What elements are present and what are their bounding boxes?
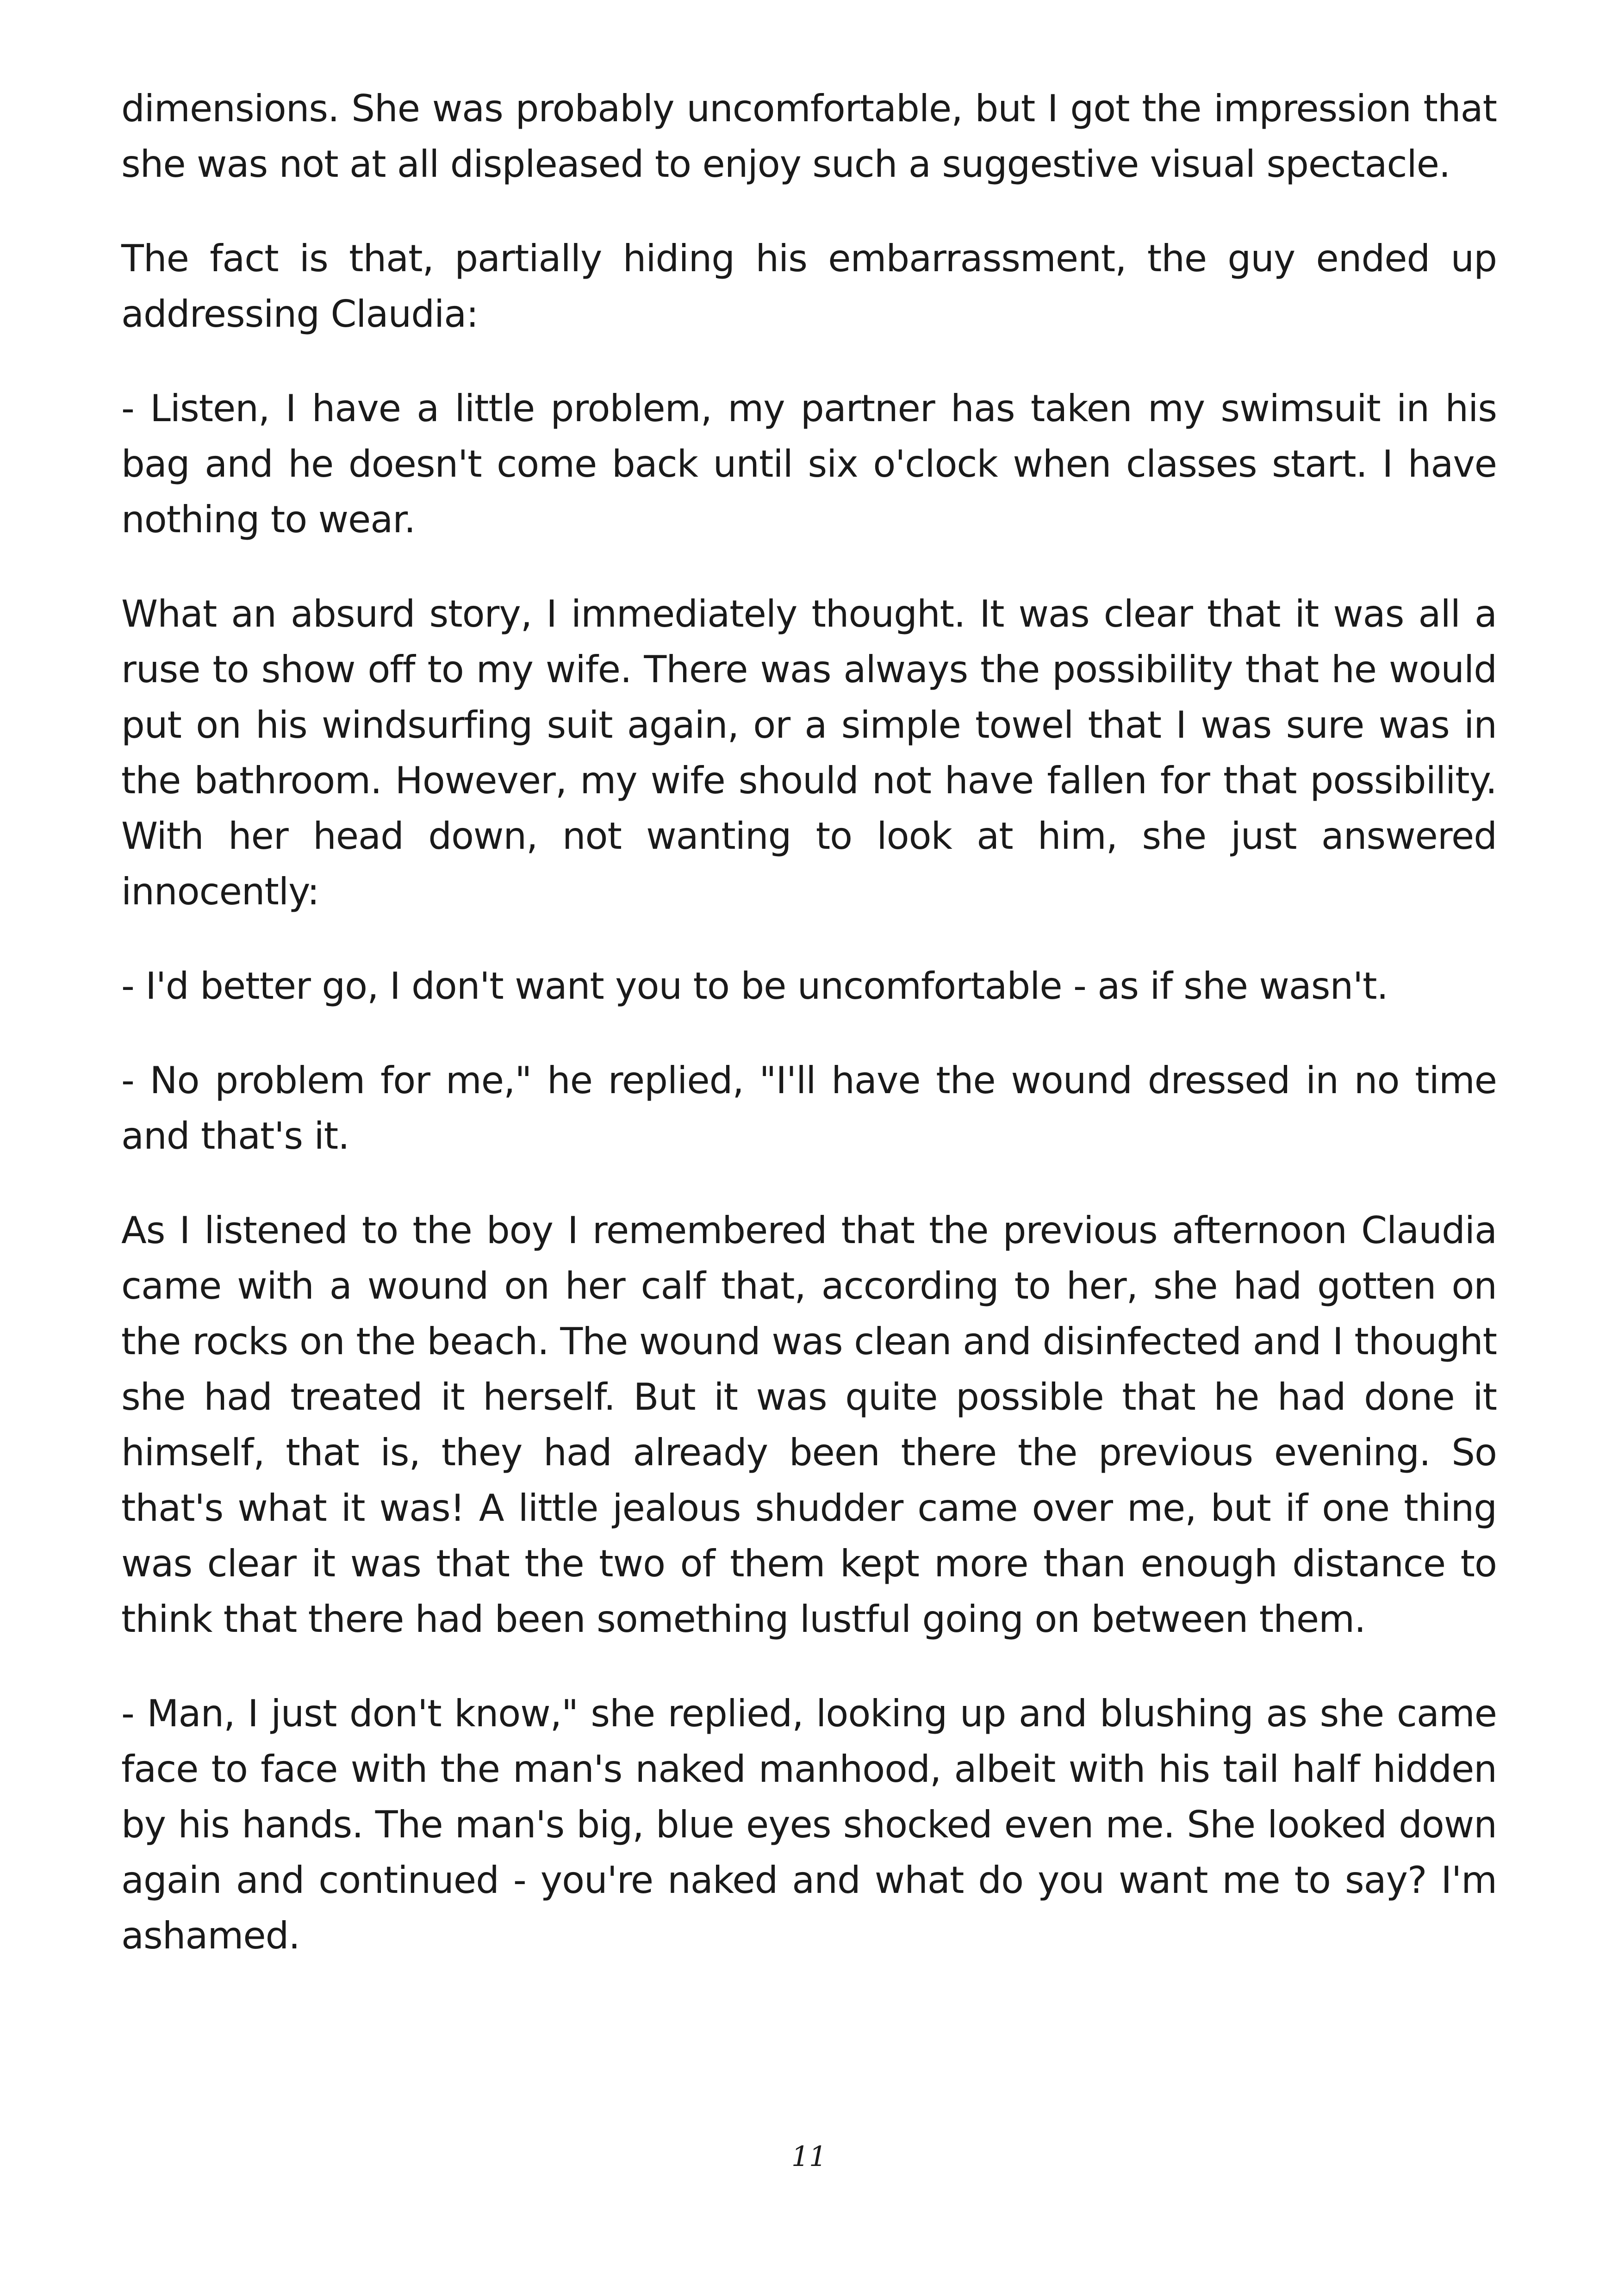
paragraph-3: - Listen, I have a little problem, my partner has taken my swimsuit in his bag and he doesn't come back until six o'clock when classes start. I have nothing to wear.	[121, 387, 1497, 541]
paragraph-5: - I'd better go, I don't want you to be uncomfortable - as if she wasn't.	[121, 964, 1388, 1008]
page-number: 11	[791, 2140, 827, 2173]
paragraph-7: As I listened to the boy I remembered that the previous afternoon Claudia came with a wound on her calf that, according to her, she had gotten on the rocks on the beach. The wound was clean and disinfected and I thought she had treated it herself. But it was quite possible that he had done it himself, that is, they had already been there the previous evening. So that's what it was! A little jealous shudder came over me, but if one thing was clear it was that the two of them kept more than enough distance to think that there had been something lustful going on between them.	[121, 1209, 1497, 1641]
paragraph-1: dimensions. She was probably uncomfortable, but I got the impression that she was not at all displeased to enjoy such a suggestive visual spectacle.	[121, 87, 1497, 186]
paragraph-6: - No problem for me," he replied, "I'll have the wound dressed in no time and that's it.	[121, 1059, 1497, 1157]
paragraph-4: What an absurd story, I immediately thought. It was clear that it was all a ruse to show off to my wife. There was always the possibility that he would put on his windsurfing suit again, or a simple towel that I was sure was in the bathroom. However, my wife should not have fallen for that possibility. With her head down, not wanting to look at him, she just answered innocently:	[121, 592, 1497, 913]
paragraph-2: The fact is that, partially hiding his embarrassment, the guy ended up addressing Claudia:	[121, 237, 1497, 336]
paragraph-8: - Man, I just don't know," she replied, looking up and blushing as she came face to face with the man's naked manhood, albeit with his tail half hidden by his hands. The man's big, blue eyes shocked even me. She looked down again and continued - you're naked and what do you want me to say? I'm ashamed.	[121, 1692, 1497, 1957]
body-text	[121, 81, 1497, 2003]
